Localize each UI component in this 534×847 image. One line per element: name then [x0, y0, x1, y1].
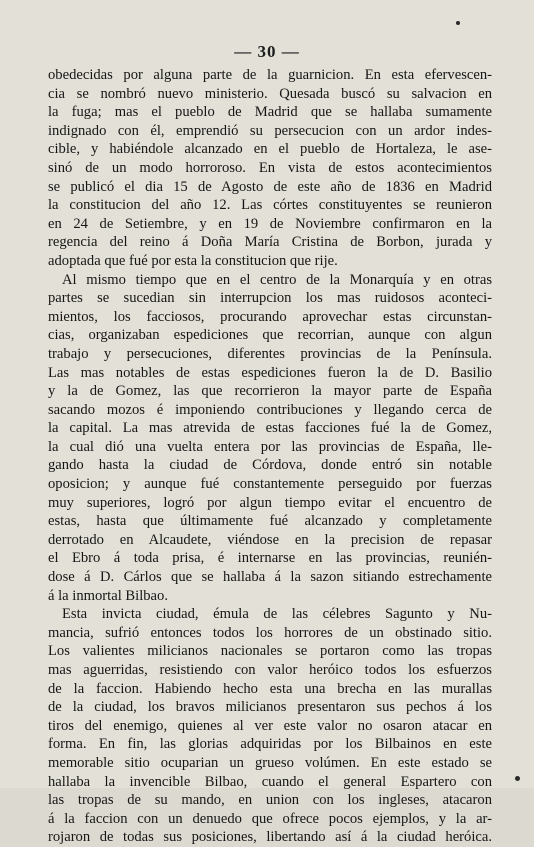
text-line: oposicion; y aunque fué constantemente perseguido por fuerzas	[48, 476, 492, 493]
text-line: estas, hasta que últimamente fué alcanzado y completamente	[48, 513, 492, 530]
body-text	[48, 66, 492, 847]
text-line: á la faccion con un denuedo que ofrece pocos ejemplos, y la ar-	[48, 810, 492, 827]
text-line: rojaron de todas sus posiciones, libertando así á la ciudad heróica.	[48, 829, 492, 846]
text-line: gando hasta la ciudad de Córdova, donde entró sin notable	[48, 457, 492, 474]
text-line: y la de Gomez, las que recorrieron la mayor parte de España	[48, 383, 492, 400]
text-line: la capital. La mas atrevida de estas facciones fué la de Gomez,	[48, 420, 492, 437]
text-line: de la ciudad, los bravos milicianos presentaron sus pechos á los	[48, 699, 492, 716]
text-line: indignado con él, emprendió su persecucion con un ardor indes-	[48, 122, 492, 139]
text-line: muy superiores, logró por algun tiempo evitar el encuentro de	[48, 494, 492, 511]
text-line: Las mas notables de estas espediciones fueron la de D. Basilio	[48, 364, 492, 381]
text-line: adoptada que fué por esta la constitucion que rije.	[48, 252, 338, 269]
text-line: obedecidas por alguna parte de la guarnicion. En esta efervescen-	[48, 67, 492, 83]
text-line: tiros del enemigo, quienes al ver este valor no osaron atacar en	[48, 717, 492, 734]
text-line: memorable sitio ocuparian un grueso volúmen. En este estado se	[48, 754, 492, 771]
text-line: sacando mozos é imponiendo contribuciones y llegando cerca de	[48, 401, 492, 418]
text-line: mientos, los facciosos, procurando aprovechar estas circunstan-	[48, 308, 492, 325]
text-line: la cual dió una vuelta entera por las provincias de España, lle-	[48, 438, 492, 455]
text-line: cible, y habiéndole alcanzado en el pueblo de Hortaleza, le ase-	[48, 141, 492, 158]
text-line: Al mismo tiempo que en el centro de la Monarquía y en otras	[62, 271, 492, 288]
text-line: hallaba la invencible Bilbao, cuando el general Espartero con	[48, 773, 492, 790]
text-line: mas aguerridas, resistiendo con valor heróico todos los esfuerzos	[48, 662, 492, 678]
text-line: regencia del reino á Doña María Cristina de Borbon, jurada y	[48, 234, 492, 251]
ink-spot	[515, 776, 520, 781]
text-line: el Ebro á toda prisa, é internarse en las provincias, reunién-	[48, 550, 492, 567]
text-line: dose á D. Cárlos que se hallaba á la sazon sitiando estrechamente	[48, 569, 492, 586]
text-line: las tropas de su mando, en union con los ingleses, atacaron	[48, 792, 492, 809]
text-line: la constitucion del año 12. Las córtes constituyentes se reunieron	[48, 197, 492, 214]
text-line: Esta invicta ciudad, émula de las célebres Sagunto y Nu-	[62, 606, 492, 623]
text-line: se publicó el dia 15 de Agosto de este año de 1836 en Madrid	[48, 178, 492, 195]
text-line: partes se sucedian sin interrupcion los mas ruidosos aconteci-	[48, 290, 492, 307]
page-number: — 30 —	[234, 42, 300, 61]
text-line: cias, organizaban espediciones que recorrian, aunque con algun	[48, 327, 492, 344]
text-line: Los valientes milicianos nacionales se portaron como las tropas	[48, 643, 492, 660]
text-line: mancia, sufrió entonces todos los horrores de un obstinado sitio.	[48, 624, 492, 641]
text-line: la fuga; mas el pueblo de Madrid que se hallaba sumamente	[48, 104, 492, 121]
text-line: de la faccion. Habiendo hecho esta una brecha en las murallas	[48, 680, 492, 697]
text-line: derrotado en Alcaudete, viéndose en la precision de repasar	[48, 531, 492, 548]
text-line: forma. En fin, las glorias adquiridas por los Bilbainos en este	[48, 736, 492, 753]
text-line: en 24 de Setiembre, y en 19 de Noviembre confirmaron en la	[48, 215, 492, 232]
text-line: trabajo y persecuciones, diferentes provincias de la Península.	[48, 345, 492, 362]
text-line: cia se nombró nuevo ministerio. Quesada buscó su salvacion en	[48, 85, 492, 102]
text-line: á la inmortal Bilbao.	[48, 587, 168, 604]
ink-spot	[456, 21, 460, 25]
text-line: sinó de un modo horroroso. En vista de estos acontecimientos	[48, 159, 492, 176]
